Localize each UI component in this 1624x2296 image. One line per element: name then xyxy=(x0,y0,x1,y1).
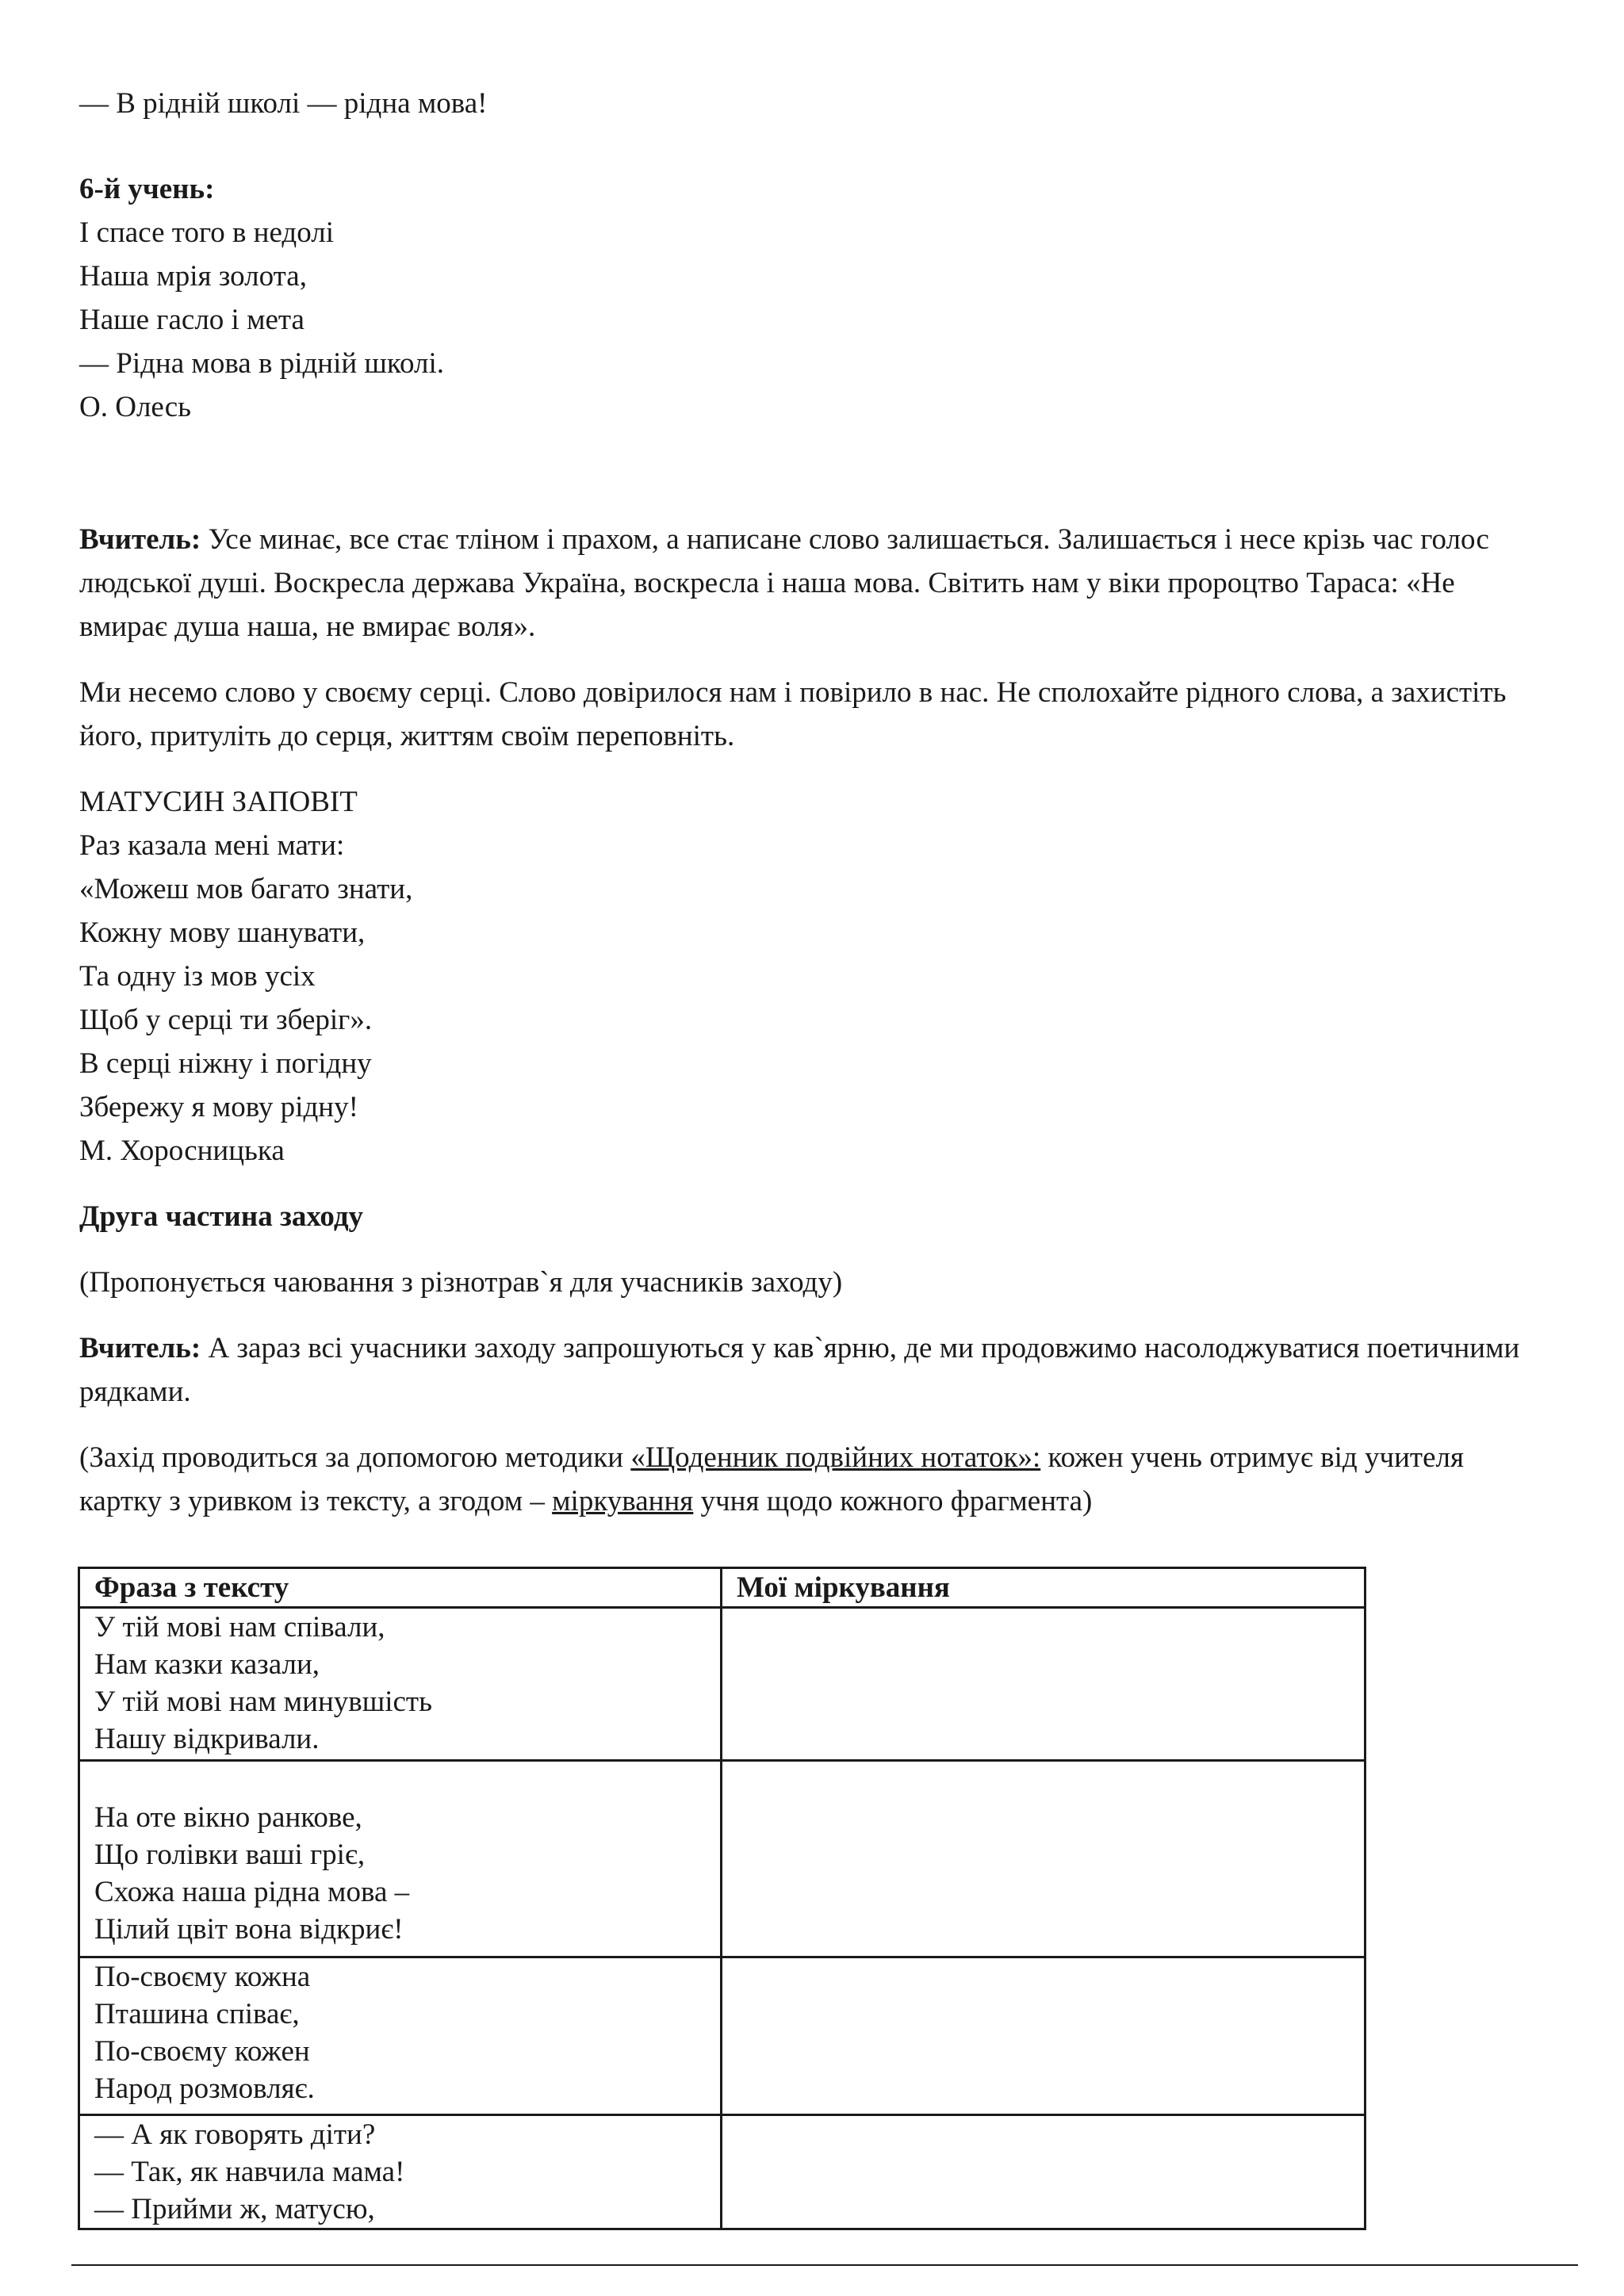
phrase-line: Що голівки ваші гріє, xyxy=(94,1839,366,1871)
phrase-line: Народ розмовляє. xyxy=(94,2072,315,2105)
teacher-label: Вчитель: xyxy=(79,523,201,556)
table-row xyxy=(79,2115,1365,2229)
student6-block xyxy=(79,167,1538,429)
thoughts-cell[interactable] xyxy=(722,1957,1365,2115)
phrase-line: У тій мові нам минувшість xyxy=(94,1686,432,1718)
verse-author: О. Олесь xyxy=(79,391,192,423)
phrase-blank-line xyxy=(94,1762,720,1799)
poem-block xyxy=(79,780,1538,1173)
method-underlined: міркування xyxy=(552,1485,694,1517)
phrase-line: — А як говорять діти? xyxy=(94,2118,376,2151)
verse-line: Наше гасло і мета xyxy=(79,304,304,336)
phrase-line: На оте вікно ранкове, xyxy=(94,1801,362,1834)
document-page xyxy=(79,82,1538,1523)
phrase-cell xyxy=(79,1761,722,1957)
verse-line: Раз казала мені мати: xyxy=(79,829,345,862)
phrase-line: У тій мові нам співали, xyxy=(94,1611,385,1644)
phrase-line: — Прийми ж, матусю, xyxy=(94,2193,375,2225)
table-row xyxy=(79,1761,1365,1957)
phrase-line: Цілий цвіт вона відкриє! xyxy=(94,1913,404,1946)
verse-line: «Можеш мов багато знати, xyxy=(79,873,413,905)
teacher-paragraph-1 xyxy=(79,518,1538,649)
phrase-line: — Так, як навчила мама! xyxy=(94,2156,405,2188)
verse-line: Щоб у серці ти зберіг». xyxy=(79,1004,373,1036)
phrase-cell xyxy=(79,1957,722,2115)
phrase-line: По-своєму кожен xyxy=(94,2035,310,2068)
poem-title: МАТУСИН ЗАПОВІТ xyxy=(79,786,358,818)
phrase-line: Схожа наша рідна мова – xyxy=(94,1876,410,1908)
method-note-text: учня щодо кожного фрагмента) xyxy=(693,1485,1093,1517)
intro-line: — В рідній школі — рідна мова! xyxy=(79,87,488,120)
paragraph-2: Ми несемо слово у своєму серці. Слово довірилося нам і повірило в нас. Не сполохайте рідного слова, а захистіть його, притуліть до серця, життям своїм переповніть. xyxy=(79,676,1507,752)
student6-label: 6-й учень: xyxy=(79,173,215,205)
verse-line: Та одну із мов усіх xyxy=(79,960,316,993)
footer-rule xyxy=(71,2264,1578,2266)
double-notes-table xyxy=(78,1567,1366,2230)
thoughts-cell[interactable] xyxy=(722,1761,1365,1957)
method-link: «Щоденник подвійних нотаток»: xyxy=(630,1441,1041,1474)
table-header-phrase: Фраза з тексту xyxy=(79,1568,722,1608)
teacher-text: А зараз всі учасники заходу запрошуються у кав`ярню, де ми продовжимо насолоджуватися поетичними рядками. xyxy=(79,1332,1520,1408)
tea-note: (Пропонується чаювання з різнотрав`я для учасників заходу) xyxy=(79,1266,843,1299)
phrase-cell xyxy=(79,2115,722,2229)
verse-line: В серці ніжну і погідну xyxy=(79,1047,372,1080)
phrase-line: По-своєму кожна xyxy=(94,1961,311,1993)
verse-line: — Рідна мова в рідній школі. xyxy=(79,347,445,380)
verse-line: І спасе того в недолі xyxy=(79,216,334,249)
phrase-line: Нам казки казали, xyxy=(94,1648,320,1681)
method-note-text: кожен учень отримує від учителя картку з уривком із тексту, а згодом – xyxy=(79,1441,1464,1517)
teacher-text: Усе минає, все стає тліном і прахом, а написане слово залишається. Залишається і несе крізь час голос людської душі. Воскресла держава Україна, воскресла і наша мова. Світить нам у віки пророцтво Тараса: «Не вмирає душа наша, не вмирає воля». xyxy=(79,523,1489,643)
method-note-text: (Захід проводиться за допомогою методики xyxy=(79,1441,631,1474)
verse-line: Кожну мову шанувати, xyxy=(79,916,366,949)
phrase-line: Пташина співає, xyxy=(94,1998,300,2030)
teacher-label: Вчитель: xyxy=(79,1332,201,1364)
method-note xyxy=(79,1436,1538,1523)
section2-heading: Друга частина заходу xyxy=(79,1200,364,1233)
phrase-line: Нашу відкривали. xyxy=(94,1723,320,1755)
verse-line: Наша мрія золота, xyxy=(79,260,307,293)
table-row xyxy=(79,1957,1365,2115)
verse-author: М. Хоросницька xyxy=(79,1135,285,1167)
thoughts-cell[interactable] xyxy=(722,1608,1365,1761)
teacher-paragraph-2 xyxy=(79,1326,1538,1414)
phrase-cell xyxy=(79,1608,722,1761)
table-header-thoughts: Мої міркування xyxy=(722,1568,1365,1608)
table-row xyxy=(79,1608,1365,1761)
thoughts-cell[interactable] xyxy=(722,2115,1365,2229)
verse-line: Збережу я мову рідну! xyxy=(79,1091,358,1123)
